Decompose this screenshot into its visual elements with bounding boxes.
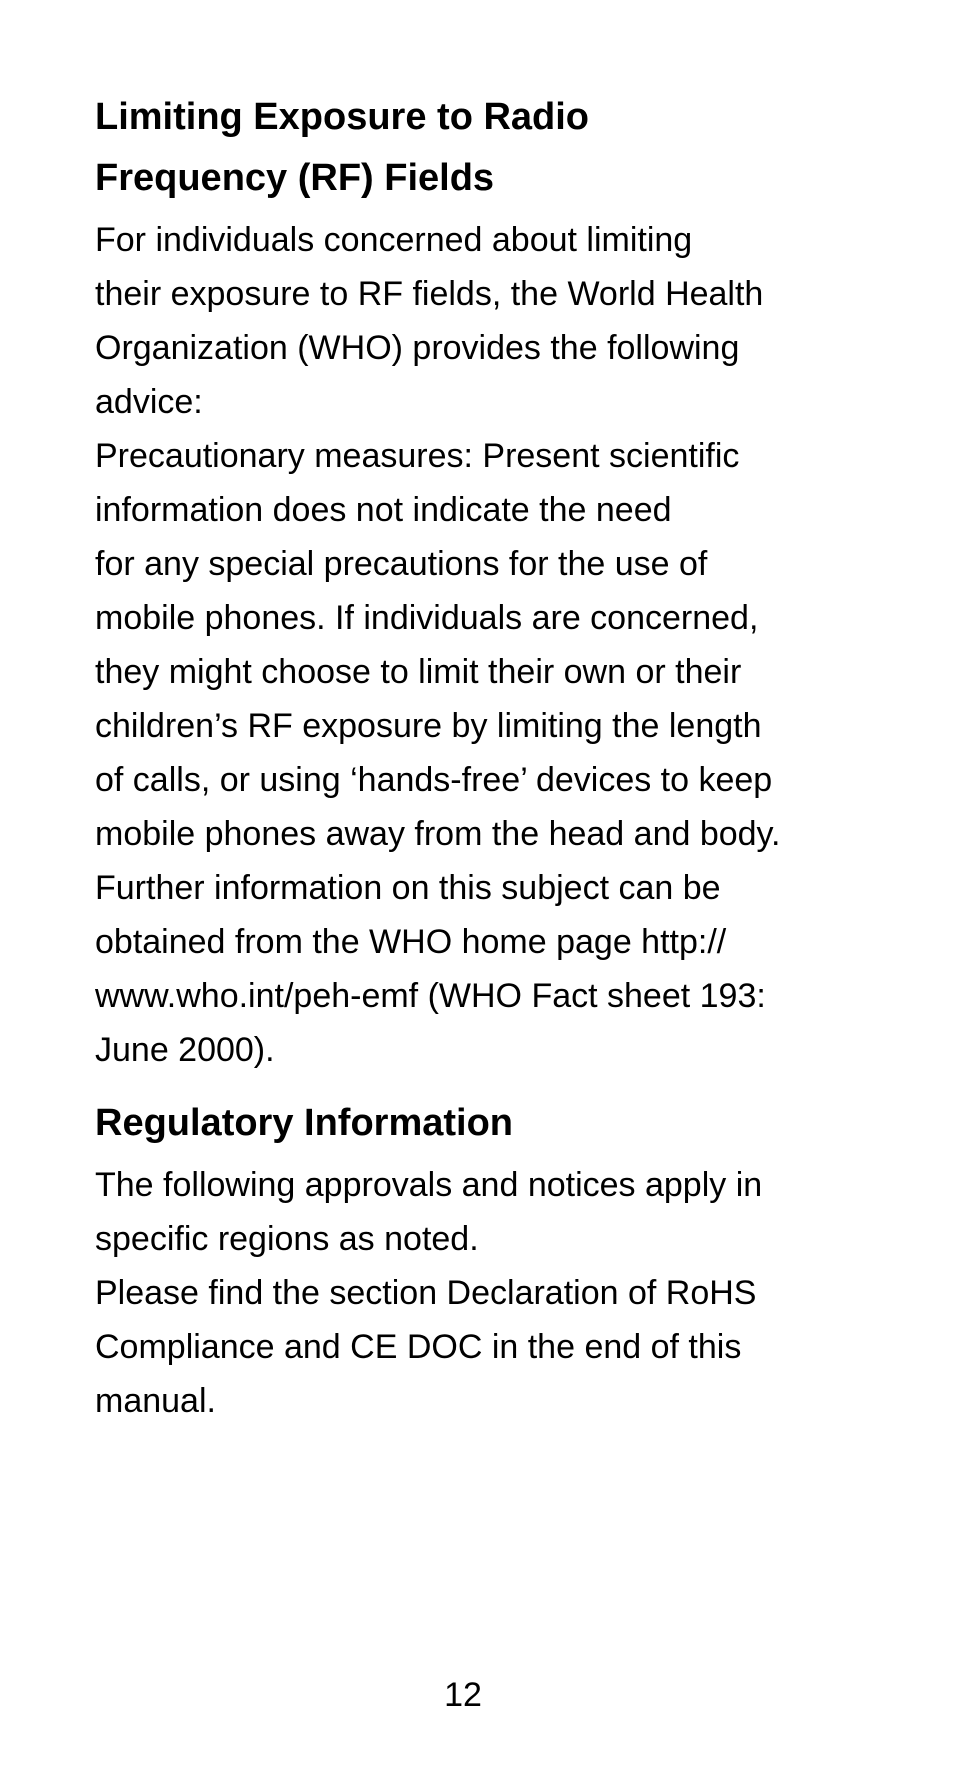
text-line: children’s RF exposure by limiting the length	[95, 707, 762, 745]
document-page	[95, 87, 875, 1428]
text-line: Further information on this subject can be	[95, 869, 721, 907]
text-line: advice:	[95, 383, 203, 421]
text-line: Precautionary measures: Present scientific	[95, 437, 740, 475]
text-line: for any special precautions for the use of	[95, 545, 708, 583]
text-line: The following approvals and notices apply in	[95, 1166, 763, 1204]
text-line: their exposure to RF fields, the World Health	[95, 275, 764, 313]
text-line: www.who.int/peh-emf (WHO Fact sheet 193:	[95, 977, 766, 1015]
text-line: obtained from the WHO home page http://	[95, 923, 727, 961]
text-line: Please find the section Declaration of RoHS	[95, 1274, 757, 1312]
text-line: specific regions as noted.	[95, 1220, 479, 1258]
heading-line: Limiting Exposure to Radio	[95, 96, 590, 138]
text-line: mobile phones. If individuals are concerned,	[95, 599, 759, 637]
heading-line: Regulatory Information	[95, 1102, 514, 1144]
text-line: Organization (WHO) provides the following	[95, 329, 740, 367]
text-line: June 2000).	[95, 1031, 275, 1069]
heading-line: Frequency (RF) Fields	[95, 157, 495, 199]
text-line: manual.	[95, 1382, 216, 1420]
section-heading-regulatory-information	[95, 1093, 875, 1154]
paragraph-who-intro	[95, 213, 875, 429]
text-line: Compliance and CE DOC in the end of this	[95, 1328, 742, 1366]
paragraph-regulatory-notes	[95, 1158, 875, 1428]
text-line: of calls, or using ‘hands-free’ devices to keep	[95, 761, 773, 799]
page-number: 12	[444, 1676, 482, 1714]
text-line: information does not indicate the need	[95, 491, 672, 529]
paragraph-precautionary-measures	[95, 429, 875, 1077]
section-heading-rf-exposure	[95, 87, 875, 209]
text-line: mobile phones away from the head and body.	[95, 815, 781, 853]
text-line: For individuals concerned about limiting	[95, 221, 693, 259]
text-line: they might choose to limit their own or their	[95, 653, 742, 691]
